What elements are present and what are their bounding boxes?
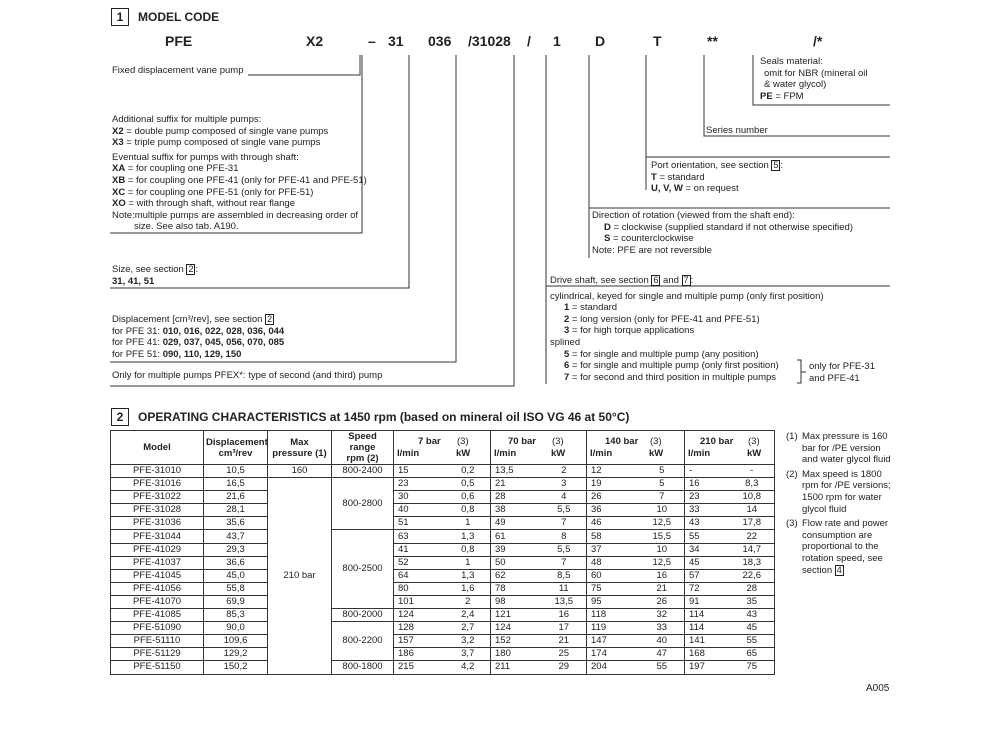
- cell-flow-7bar: 15: [394, 465, 446, 478]
- port-t-line: T = standard: [651, 171, 705, 183]
- rotation-block: [592, 210, 853, 256]
- port-uvw-line: U, V, W = on request: [651, 183, 739, 195]
- cell-flow-7bar: 101: [394, 595, 446, 608]
- header-7-bar: 7 bar (3) l/min kW: [394, 431, 491, 465]
- cell-power-210bar: 8,3: [730, 478, 775, 491]
- cell-power-210bar: 10,8: [730, 491, 775, 504]
- table-row: [111, 478, 775, 491]
- cell-power-70bar: 25: [542, 648, 587, 661]
- multi-pump-block: [112, 114, 367, 233]
- cell-power-140bar: 55: [640, 661, 685, 674]
- cell-power-210bar: 18,3: [730, 556, 775, 569]
- cell-power-7bar: 3,2: [446, 635, 491, 648]
- section-2-number: 2: [111, 408, 129, 426]
- size-heading: Size, see section: [112, 264, 184, 275]
- cell-max-pressure: 210 bar: [268, 478, 332, 674]
- cell-power-70bar: 17: [542, 622, 587, 635]
- cell-power-210bar: 35: [730, 595, 775, 608]
- cell-flow-140bar: 119: [587, 622, 640, 635]
- table-row: [111, 635, 775, 648]
- cell-flow-70bar: 13,5: [491, 465, 542, 478]
- operating-characteristics-table: [110, 430, 775, 675]
- cell-flow-210bar: 23: [685, 491, 730, 504]
- cell-flow-140bar: 12: [587, 465, 640, 478]
- cell-model: PFE-31044: [111, 530, 204, 543]
- cell-power-7bar: 4,2: [446, 661, 491, 674]
- cell-flow-70bar: 124: [491, 622, 542, 635]
- cell-flow-140bar: 95: [587, 595, 640, 608]
- cell-flow-70bar: 152: [491, 635, 542, 648]
- cell-flow-7bar: 51: [394, 517, 446, 530]
- section-1-title: MODEL CODE: [138, 10, 220, 24]
- cell-flow-210bar: 16: [685, 478, 730, 491]
- header-140-bar: 140 bar (3) l/min kW: [587, 431, 685, 465]
- cell-power-210bar: 65: [730, 648, 775, 661]
- cell-power-7bar: 3,7: [446, 648, 491, 661]
- cell-speed-range: 800-2500: [332, 530, 394, 609]
- displacement-pfe31: for PFE 31: 010, 016, 022, 028, 036, 044: [112, 325, 285, 337]
- cell-power-140bar: 5: [640, 478, 685, 491]
- cell-flow-140bar: 174: [587, 648, 640, 661]
- cell-flow-210bar: 34: [685, 543, 730, 556]
- cell-flow-140bar: 37: [587, 543, 640, 556]
- cell-power-140bar: 7: [640, 491, 685, 504]
- cell-flow-210bar: 45: [685, 556, 730, 569]
- displacement-section-ref: 2: [267, 314, 273, 324]
- cell-displacement: 55,8: [204, 582, 268, 595]
- cell-flow-70bar: 50: [491, 556, 542, 569]
- x3-line: X3 = triple pump composed of single vane pumps: [112, 137, 321, 149]
- cell-model: PFE-51090: [111, 622, 204, 635]
- cell-speed-range: 800-2800: [332, 478, 394, 530]
- code-part-seals: /*: [813, 33, 823, 49]
- cell-displacement: 21,6: [204, 491, 268, 504]
- through-shaft-heading: Eventual suffix for pumps with through shaft:: [112, 151, 299, 163]
- cell-power-7bar: 0,6: [446, 491, 491, 504]
- cell-power-140bar: 47: [640, 648, 685, 661]
- cell-power-140bar: 33: [640, 622, 685, 635]
- cell-flow-140bar: 60: [587, 569, 640, 582]
- code-part-size: 31: [388, 33, 404, 49]
- header-speed-range: Speed range rpm (2): [332, 431, 394, 465]
- shaft-option-5: 5 = for single and multiple pump (any position): [564, 348, 759, 360]
- xc-line: XC = for coupling one PFE-51 (only for PFE-51): [112, 186, 314, 198]
- cell-power-210bar: 43: [730, 609, 775, 622]
- code-part-second-pump: /31028: [468, 33, 511, 49]
- cell-flow-70bar: 38: [491, 504, 542, 517]
- rotation-s-line: S = counterclockwise: [604, 233, 694, 245]
- cell-flow-7bar: 41: [394, 543, 446, 556]
- cell-power-7bar: 2,7: [446, 622, 491, 635]
- cell-power-140bar: 21: [640, 582, 685, 595]
- code-part-displacement: 036: [428, 33, 452, 49]
- cell-power-70bar: 2: [542, 465, 587, 478]
- cell-speed-range: 800-2400: [332, 465, 394, 478]
- cell-flow-140bar: 46: [587, 517, 640, 530]
- cell-model: PFE-51150: [111, 661, 204, 674]
- cell-flow-140bar: 58: [587, 530, 640, 543]
- cell-model: PFE-41056: [111, 582, 204, 595]
- cell-flow-210bar: 55: [685, 530, 730, 543]
- cell-power-7bar: 1,6: [446, 582, 491, 595]
- cell-flow-140bar: 48: [587, 556, 640, 569]
- cell-power-70bar: 13,5: [542, 595, 587, 608]
- table-row: [111, 569, 775, 582]
- pump-type-label: Fixed displacement vane pump: [112, 65, 244, 76]
- header-70-bar: 70 bar (3) l/min kW: [491, 431, 587, 465]
- cell-speed-range: 800-2200: [332, 622, 394, 661]
- cell-displacement: 10,5: [204, 465, 268, 478]
- cell-flow-210bar: 141: [685, 635, 730, 648]
- table-row: [111, 530, 775, 543]
- table-row: [111, 491, 775, 504]
- seals-line-2: & water glycol): [764, 79, 827, 91]
- xa-line: XA = for coupling one PFE-31: [112, 163, 239, 175]
- figure-code: A005: [866, 683, 890, 694]
- size-values: 31, 41, 51: [112, 275, 155, 287]
- cell-power-70bar: 5,5: [542, 504, 587, 517]
- cell-flow-70bar: 98: [491, 595, 542, 608]
- cell-power-210bar: 14,7: [730, 543, 775, 556]
- cell-speed-range: 800-2000: [332, 609, 394, 622]
- cell-power-70bar: 8,5: [542, 569, 587, 582]
- cell-flow-210bar: 57: [685, 569, 730, 582]
- cell-flow-7bar: 40: [394, 504, 446, 517]
- cell-flow-140bar: 26: [587, 491, 640, 504]
- cell-power-70bar: 4: [542, 491, 587, 504]
- cell-flow-70bar: 49: [491, 517, 542, 530]
- cell-power-7bar: 0,2: [446, 465, 491, 478]
- cell-flow-210bar: 114: [685, 609, 730, 622]
- cell-displacement: 129,2: [204, 648, 268, 661]
- cell-power-70bar: 16: [542, 609, 587, 622]
- code-part-port: T: [653, 33, 662, 49]
- table-row: [111, 543, 775, 556]
- cell-power-140bar: 26: [640, 595, 685, 608]
- code-part-shaft: 1: [553, 33, 561, 49]
- cell-power-140bar: 15,5: [640, 530, 685, 543]
- cell-power-7bar: 0,5: [446, 478, 491, 491]
- multi-pump-heading: Additional suffix for multiple pumps:: [112, 114, 262, 125]
- note-3: (3) Flow rate and power consumption are proportional to the rotation speed, see section 4: [786, 518, 889, 576]
- multi-pump-note-2: size. See also tab. A190.: [134, 221, 239, 233]
- cell-power-140bar: 12,5: [640, 556, 685, 569]
- code-part-rotation: D: [595, 33, 606, 49]
- cell-power-210bar: -: [730, 465, 775, 478]
- cell-flow-7bar: 124: [394, 609, 446, 622]
- cell-flow-210bar: 43: [685, 517, 730, 530]
- cell-power-7bar: 1: [446, 556, 491, 569]
- cell-max-pressure: 160: [268, 465, 332, 478]
- cell-displacement: 16,5: [204, 478, 268, 491]
- cell-power-210bar: 28: [730, 582, 775, 595]
- cell-flow-140bar: 75: [587, 582, 640, 595]
- cell-model: PFE-31022: [111, 491, 204, 504]
- cell-power-210bar: 55: [730, 635, 775, 648]
- cell-power-70bar: 11: [542, 582, 587, 595]
- code-part-slash: /: [527, 33, 531, 49]
- cell-displacement: 109,6: [204, 635, 268, 648]
- cell-flow-210bar: 33: [685, 504, 730, 517]
- table-row: [111, 609, 775, 622]
- size-section-ref: 2: [188, 264, 194, 274]
- cell-displacement: 150,2: [204, 661, 268, 674]
- code-part-x2: X2: [306, 33, 324, 49]
- cell-power-7bar: 2,4: [446, 609, 491, 622]
- shaft-section-ref-7: 7: [683, 275, 689, 285]
- shaft-cylindrical: cylindrical, keyed for single and multiple pump (only first position): [550, 290, 824, 302]
- shaft-option-3: 3 = for high torque applications: [564, 325, 695, 337]
- series-number-label: Series number: [706, 125, 768, 136]
- cell-flow-7bar: 63: [394, 530, 446, 543]
- cell-flow-70bar: 61: [491, 530, 542, 543]
- table-row: [111, 661, 775, 674]
- cell-flow-70bar: 78: [491, 582, 542, 595]
- cell-displacement: 36,6: [204, 556, 268, 569]
- cell-flow-140bar: 204: [587, 661, 640, 674]
- cell-flow-7bar: 186: [394, 648, 446, 661]
- cell-flow-70bar: 39: [491, 543, 542, 556]
- cell-flow-210bar: 114: [685, 622, 730, 635]
- code-part-series: **: [707, 33, 718, 49]
- table-notes: [786, 431, 896, 579]
- cell-model: PFE-51129: [111, 648, 204, 661]
- cell-flow-70bar: 21: [491, 478, 542, 491]
- cell-power-70bar: 8: [542, 530, 587, 543]
- cell-power-210bar: 45: [730, 622, 775, 635]
- port-section-ref: 5: [773, 160, 779, 170]
- displacement-block: [112, 314, 284, 360]
- cell-power-7bar: 1: [446, 517, 491, 530]
- cell-flow-140bar: 147: [587, 635, 640, 648]
- seals-pe-line: PE = FPM: [760, 90, 804, 102]
- table-row: [111, 556, 775, 569]
- rotation-note: Note: PFE are not reversible: [592, 244, 712, 256]
- shaft-option-6: 6 = for single and multiple pump (only first position): [564, 360, 779, 372]
- table-row: [111, 622, 775, 635]
- cell-flow-7bar: 30: [394, 491, 446, 504]
- rotation-heading: Direction of rotation (viewed from the shaft end):: [592, 210, 795, 221]
- cell-power-70bar: 29: [542, 661, 587, 674]
- cell-flow-7bar: 215: [394, 661, 446, 674]
- cell-power-140bar: 5: [640, 465, 685, 478]
- table-row: [111, 648, 775, 661]
- cell-power-7bar: 2: [446, 595, 491, 608]
- cell-power-70bar: 7: [542, 556, 587, 569]
- cell-displacement: 28,1: [204, 504, 268, 517]
- cell-power-210bar: 75: [730, 661, 775, 674]
- table-row: [111, 465, 775, 478]
- cell-flow-210bar: 91: [685, 595, 730, 608]
- cell-model: PFE-41045: [111, 569, 204, 582]
- cell-displacement: 35,6: [204, 517, 268, 530]
- multi-pump-note-1: Note:multiple pumps are assembled in decreasing order of: [112, 209, 359, 221]
- cell-power-7bar: 0,8: [446, 504, 491, 517]
- cell-flow-70bar: 211: [491, 661, 542, 674]
- note-2: (2) Max speed is 1800 rpm for /PE versions; 1500 rpm for water glycol fluid: [786, 468, 891, 515]
- cell-model: PFE-41029: [111, 543, 204, 556]
- rotation-d-line: D = clockwise (supplied standard if not otherwise specified): [604, 221, 853, 233]
- cell-power-140bar: 16: [640, 569, 685, 582]
- cell-flow-7bar: 64: [394, 569, 446, 582]
- cell-power-140bar: 40: [640, 635, 685, 648]
- port-heading: Port orientation, see section: [651, 160, 769, 171]
- cell-power-210bar: 17,8: [730, 517, 775, 530]
- table-row: [111, 504, 775, 517]
- cell-displacement: 29,3: [204, 543, 268, 556]
- cell-model: PFE-41070: [111, 595, 204, 608]
- cell-power-70bar: 21: [542, 635, 587, 648]
- header-210-bar: 210 bar (3) l/min kW: [685, 431, 775, 465]
- cell-flow-70bar: 121: [491, 609, 542, 622]
- cell-flow-210bar: 168: [685, 648, 730, 661]
- cell-flow-7bar: 128: [394, 622, 446, 635]
- table-row: [111, 595, 775, 608]
- displacement-pfe41: for PFE 41: 029, 037, 045, 056, 070, 085: [112, 337, 285, 349]
- cell-model: PFE-51110: [111, 635, 204, 648]
- section-1-number: 1: [111, 8, 129, 26]
- header-max-pressure: Max pressure (1): [268, 431, 332, 465]
- shaft-splined: splined: [550, 336, 581, 348]
- cell-power-70bar: 5,5: [542, 543, 587, 556]
- cell-flow-210bar: 197: [685, 661, 730, 674]
- table-header-row: [111, 431, 775, 465]
- cell-displacement: 45,0: [204, 569, 268, 582]
- cell-speed-range: 800-1800: [332, 661, 394, 674]
- displacement-pfe51: for PFE 51: 090, 110, 129, 150: [112, 348, 242, 360]
- cell-power-70bar: 7: [542, 517, 587, 530]
- code-part-dash: –: [368, 33, 376, 49]
- cell-flow-7bar: 80: [394, 582, 446, 595]
- shaft-heading: Drive shaft, see section: [550, 275, 649, 286]
- second-pump-label: Only for multiple pumps PFEX*: type of second (and third) pump: [112, 370, 383, 381]
- shaft-option-2: 2 = long version (only for PFE-41 and PFE-51): [564, 313, 760, 325]
- cell-flow-210bar: -: [685, 465, 730, 478]
- cell-power-210bar: 22: [730, 530, 775, 543]
- cell-flow-7bar: 52: [394, 556, 446, 569]
- cell-displacement: 69,9: [204, 595, 268, 608]
- header-model: Model: [111, 431, 204, 465]
- cell-power-140bar: 10: [640, 504, 685, 517]
- port-orientation-block: Port orientation, see section 5 : T = standard U, V, W = on request: [651, 160, 784, 195]
- cell-flow-210bar: 72: [685, 582, 730, 595]
- shaft-section-ref-6: 6: [653, 275, 659, 285]
- cell-power-140bar: 12,5: [640, 517, 685, 530]
- cell-flow-140bar: 36: [587, 504, 640, 517]
- cell-power-140bar: 10: [640, 543, 685, 556]
- drive-shaft-block: Drive shaft, see section 6 and 7 : cylindrical, keyed for single and multiple pump (only first position) 1 = standard 2 = long version (only for PFE-41 and PFE-51) 3 = for high torque applications splined 5 = for single and multiple pump (any position) 6 = for single and multiple pump (only first position) 7 = for second and third position in multiple pumps: [550, 275, 824, 383]
- cell-flow-7bar: 157: [394, 635, 446, 648]
- displacement-heading: Displacement [cm³/rev], see section: [112, 314, 263, 325]
- cell-flow-70bar: 28: [491, 491, 542, 504]
- code-part-pfe: PFE: [165, 33, 193, 49]
- section-2-title: OPERATING CHARACTERISTICS at 1450 rpm (based on mineral oil ISO VG 46 at 50°C): [138, 410, 630, 424]
- note-1: (1) Max pressure is 160 bar for /PE version and water glycol fluid: [786, 431, 891, 466]
- shaft-only-for-note: only for PFE-31 and PFE-41: [809, 361, 875, 384]
- cell-model: PFE-31010: [111, 465, 204, 478]
- table-row: [111, 582, 775, 595]
- cell-displacement: 90,0: [204, 622, 268, 635]
- cell-power-7bar: 0,8: [446, 543, 491, 556]
- cell-flow-140bar: 118: [587, 609, 640, 622]
- cell-power-7bar: 1,3: [446, 569, 491, 582]
- seals-block: [760, 56, 867, 102]
- cell-flow-70bar: 62: [491, 569, 542, 582]
- cell-model: PFE-31016: [111, 478, 204, 491]
- cell-displacement: 43,7: [204, 530, 268, 543]
- note-3-section-ref: 4: [836, 564, 842, 575]
- cell-flow-7bar: 23: [394, 478, 446, 491]
- shaft-option-1: 1 = standard: [564, 302, 618, 314]
- cell-model: PFE-41037: [111, 556, 204, 569]
- cell-power-210bar: 22,6: [730, 569, 775, 582]
- cell-power-70bar: 3: [542, 478, 587, 491]
- cell-flow-70bar: 180: [491, 648, 542, 661]
- seals-line-1: omit for NBR (mineral oil: [764, 67, 868, 79]
- xo-line: XO = with through shaft, without rear flange: [112, 198, 295, 210]
- cell-model: PFE-41085: [111, 609, 204, 622]
- seals-heading: Seals material:: [760, 56, 823, 67]
- cell-power-210bar: 14: [730, 504, 775, 517]
- cell-power-7bar: 1,3: [446, 530, 491, 543]
- header-displacement: Displacement cm³/rev: [204, 431, 268, 465]
- cell-model: PFE-31028: [111, 504, 204, 517]
- shaft-option-7: 7 = for second and third position in multiple pumps: [564, 371, 777, 383]
- cell-model: PFE-31036: [111, 517, 204, 530]
- cell-flow-140bar: 19: [587, 478, 640, 491]
- cell-displacement: 85,3: [204, 609, 268, 622]
- table-row: [111, 517, 775, 530]
- xb-line: XB = for coupling one PFE-41 (only for PFE-41 and PFE-51): [112, 174, 367, 186]
- x2-line: X2 = double pump composed of single vane pumps: [112, 125, 329, 137]
- size-block: Size, see section 2 : 31, 41, 51: [112, 264, 199, 287]
- cell-power-140bar: 32: [640, 609, 685, 622]
